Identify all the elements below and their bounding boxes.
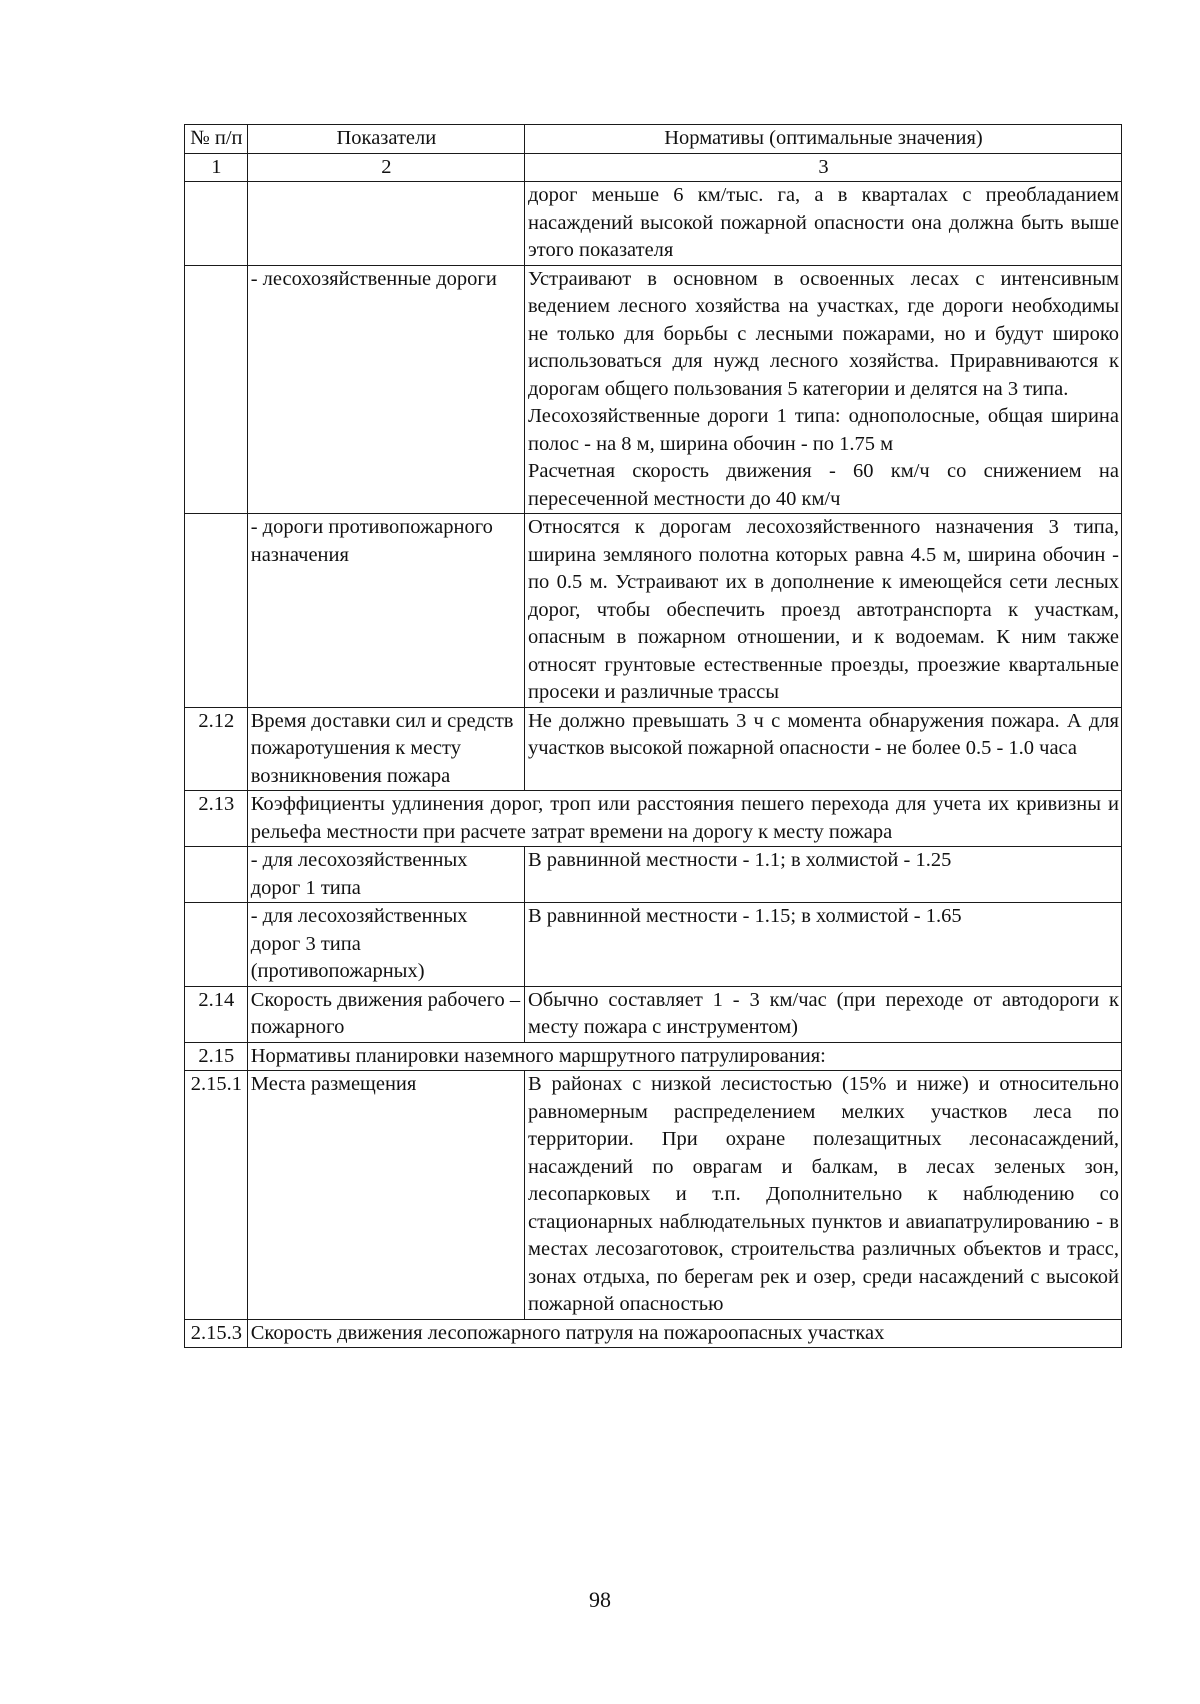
table-row bbox=[185, 265, 1122, 514]
row-number: 2.14 bbox=[185, 986, 248, 1042]
row-indicator: Скорость движения рабочего – пожарного bbox=[247, 986, 524, 1042]
row-indicator bbox=[247, 182, 524, 266]
row-norm bbox=[524, 514, 1121, 708]
header-row bbox=[185, 125, 1122, 154]
row-norm bbox=[524, 986, 1121, 1042]
norm-paragraph: Устраивают в основном в освоенных лесах с интенсивным ведением лесного хозяйства на участках, где дороги необходимы не только для борьбы с лесными пожарами, но и будут широко использоваться для нужд лесного хозяйства. Приравниваются к дорогам общего пользования 5 категории и делятся на 3 типа. bbox=[527, 267, 1119, 400]
row-number: 2.13 bbox=[185, 791, 248, 847]
row-number bbox=[185, 514, 248, 708]
row-number: 2.15.1 bbox=[185, 1071, 248, 1320]
table-row bbox=[185, 1071, 1122, 1320]
row-number bbox=[185, 182, 248, 266]
column-number: 2 bbox=[247, 153, 524, 182]
row-indicator: - лесохозяйственные дороги bbox=[247, 265, 524, 514]
row-norm bbox=[524, 182, 1121, 266]
row-indicator: - дороги противопожарного назначения bbox=[247, 514, 524, 708]
row-number: 2.12 bbox=[185, 707, 248, 791]
header-norms: Нормативы (оптимальные значения) bbox=[524, 125, 1121, 154]
header-indicators: Показатели bbox=[247, 125, 524, 154]
row-norm bbox=[524, 903, 1121, 987]
norm-paragraph: В равнинной местности - 1.15; в холмистой - 1.65 bbox=[527, 905, 962, 927]
norm-paragraph: В равнинной местности - 1.1; в холмистой - 1.25 bbox=[527, 849, 952, 871]
norm-paragraph: Лесохозяйственные дороги 1 типа: однополосные, общая ширина полос - на 8 м, ширина обочин - по 1.75 м bbox=[527, 405, 1119, 455]
row-indicator: Места размещения bbox=[247, 1071, 524, 1320]
norm-paragraph: Относятся к дорогам лесохозяйственного назначения 3 типа, ширина земляного полотна которых равна 4.5 м, ширина обочин - по 0.5 м. Устраивают их в дополнение к имеющейся сети лесных дорог, чтобы обеспечить проезд автотранспорта к участкам, опасным в пожарном отношении, и к водоемам. К ним также относят грунтовые естественные проезды, проезжие квартальные просеки и различные трассы bbox=[527, 516, 1119, 703]
table-row bbox=[185, 707, 1122, 791]
row-norm bbox=[524, 1071, 1121, 1320]
row-span-text: Нормативы планировки наземного маршрутного патрулирования: bbox=[247, 1042, 1121, 1071]
norm-paragraph: дорог меньше 6 км/тыс. га, а в кварталах с преобладанием насаждений высокой пожарной опасности она должна быть выше этого показателя bbox=[527, 184, 1119, 261]
row-norm bbox=[524, 265, 1121, 514]
row-indicator: - для лесохозяйственных дорог 1 типа bbox=[247, 847, 524, 903]
row-norm bbox=[524, 707, 1121, 791]
row-number bbox=[185, 265, 248, 514]
table-row bbox=[185, 791, 1122, 847]
norms-table bbox=[184, 124, 1122, 1348]
norm-paragraph: Расчетная скорость движения - 60 км/ч со снижением на пересеченной местности до 40 км/ч bbox=[527, 460, 1119, 510]
column-number: 3 bbox=[524, 153, 1121, 182]
row-number: 2.15.3 bbox=[185, 1319, 248, 1348]
row-indicator: - для лесохозяйственных дорог 3 типа (противопожарных) bbox=[247, 903, 524, 987]
norm-paragraph: В районах с низкой лесистостью (15% и ниже) и относительно равномерным распределением мелких участков леса по территории. При охране полезащитных лесонасаждений, насаждений по оврагам и балкам, в лесах зеленых зон, лесопарковых и т.п. Дополнительно к наблюдению со стационарных наблюдательных пунктов и авиапатрулированию - в местах лесозаготовок, строительства различных объектов и трасс, зонах отдыха, по берегам рек и озер, среди насаждений с высокой пожарной опасностью bbox=[527, 1073, 1119, 1315]
row-number: 2.15 bbox=[185, 1042, 248, 1071]
table-row bbox=[185, 847, 1122, 903]
row-span-text: Коэффициенты удлинения дорог, троп или расстояния пешего перехода для учета их кривизны и рельефа местности при расчете затрат времени на дорогу к месту пожара bbox=[247, 791, 1121, 847]
row-span-text: Скорость движения лесопожарного патруля на пожароопасных участках bbox=[247, 1319, 1121, 1348]
norm-paragraph: Не должно превышать 3 ч с момента обнаружения пожара. А для участков высокой пожарной опасности - не более 0.5 - 1.0 часа bbox=[527, 709, 1119, 759]
row-number bbox=[185, 903, 248, 987]
page-number: 98 bbox=[589, 1587, 611, 1612]
table-row bbox=[185, 182, 1122, 266]
row-indicator: Время доставки сил и средств пожаротушения к месту возникновения пожара bbox=[247, 707, 524, 791]
table-row bbox=[185, 1042, 1122, 1071]
header-number: № п/п bbox=[185, 125, 248, 154]
table-row bbox=[185, 986, 1122, 1042]
table-row bbox=[185, 1319, 1122, 1348]
column-number: 1 bbox=[185, 153, 248, 182]
table-row bbox=[185, 903, 1122, 987]
row-norm bbox=[524, 847, 1121, 903]
column-number-row bbox=[185, 153, 1122, 182]
table-row bbox=[185, 514, 1122, 708]
norm-paragraph: Обычно составляет 1 - 3 км/час (при переходе от автодороги к месту пожара с инструментом) bbox=[527, 988, 1119, 1038]
row-number bbox=[185, 847, 248, 903]
